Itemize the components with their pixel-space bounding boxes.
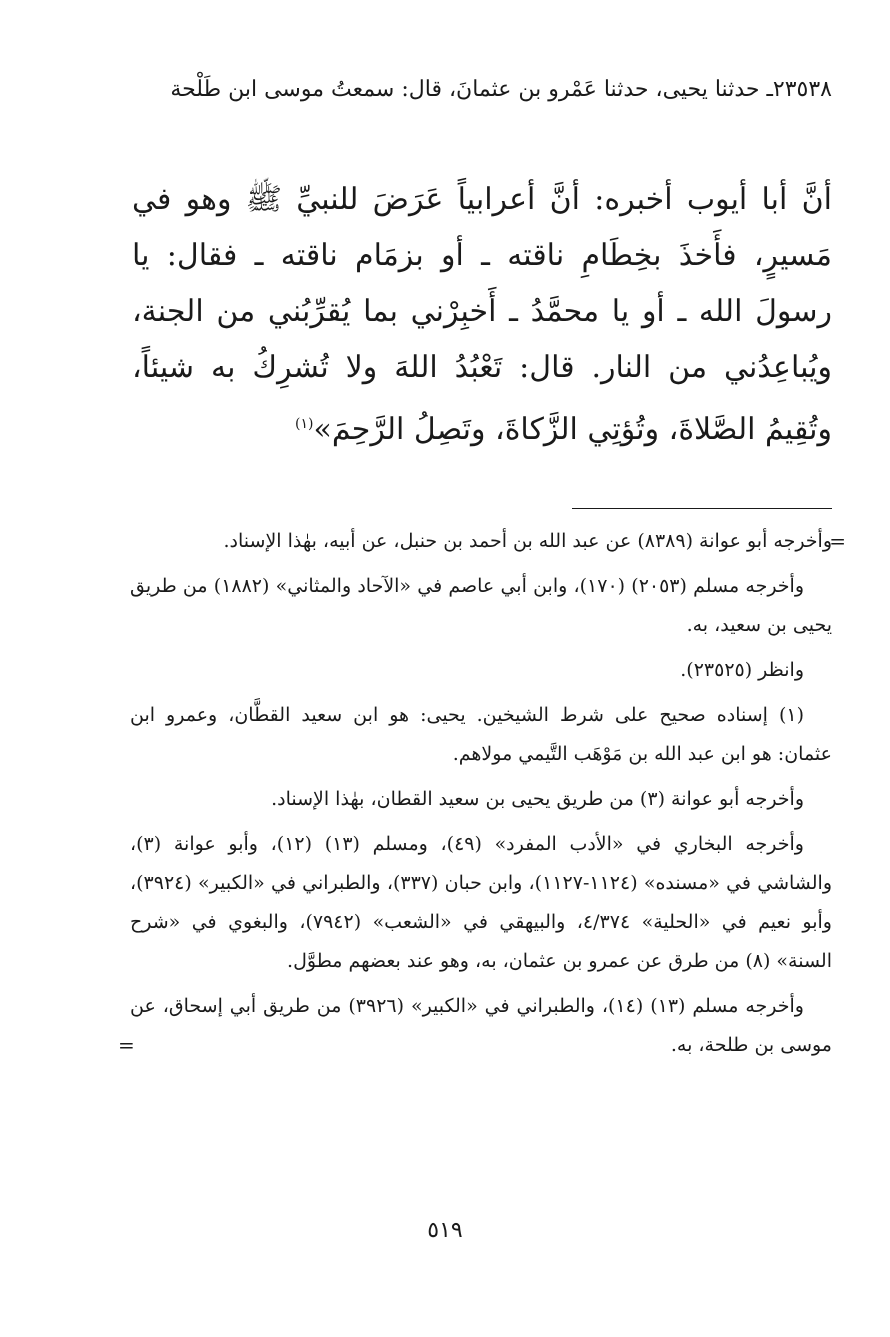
footnote-block: [130, 651, 832, 690]
footnote-paragraph: وأخرجه مسلم (٢٠٥٣) (١٧٠)، وابن أبي عاصم في «الآحاد والمثاني» (١٨٨٢) من طريق يحيى بن سعيد، به.: [130, 575, 832, 636]
footnote-separator: [572, 508, 832, 509]
page-number: ٥١٩: [427, 1218, 463, 1243]
footnote-block: [118, 987, 832, 1065]
footnote-continuation: [130, 522, 846, 561]
footnotes: [118, 522, 846, 1071]
footnote-paragraph: وأخرجه أبو عوانة (٣) من طريق يحيى بن سعيد القطان، بهٰذا الإسناد.: [271, 788, 804, 810]
footnote-paragraph: (١) إسناده صحيح على شرط الشيخين. يحيى: هو ابن سعيد القطَّان، وعمرو ابن عثمان: هو ابن عبد الله بن مَوْهَب التَّيمي مولاهم.: [130, 704, 832, 765]
hadith-text: [132, 172, 832, 458]
hadith-text-content: أنَّ أبا أيوب أخبره: أنَّ أعرابياً عَرَضَ للنبيِّ ﷺ وهو في مَسيرٍ، فأَخذَ بخِطَامِ ناقته ـ أو بزمَام ناقته ـ فقال: يا رسولَ الله ـ أو يا محمَّدُ ـ أَخبِرْني بما يُقرِّبُني من الجنة، ويُباعِدُني من النار. قال: تَعْبُدُ اللهَ ولا تُشرِكُ به شيئاً، وتُقِيمُ الصَّلاةَ، وتُؤتِي الزَّكاةَ، وتَصِلُ الرَّحِمَ»: [132, 182, 832, 447]
footnote-paragraph: وأخرجه أبو عوانة (٨٣٨٩) عن عبد الله بن أحمد بن حنبل، عن أبيه، بهٰذا الإسناد.: [223, 530, 832, 552]
footnote-block: [130, 567, 832, 645]
continuation-mark-start: =: [829, 529, 846, 553]
footnote-paragraph: وأخرجه مسلم (١٣) (١٤)، والطبراني في «الكبير» (٣٩٢٦) من طريق أبي إسحاق، عن موسى بن طلحة، به.: [130, 995, 832, 1056]
footnote-block: [130, 780, 832, 819]
footnote-reference: (١): [295, 416, 314, 432]
continuation-mark-end: =: [118, 1033, 135, 1057]
footnote-1: [130, 696, 832, 774]
footnote-block: [130, 825, 832, 981]
hadith-chain: ٢٣٥٣٨ـ حدثنا يحيى، حدثنا عَمْرو بن عثمانَ، قال: سمعتُ موسى ابن طَلْحة: [170, 77, 832, 102]
footnote-paragraph: وانظر (٢٣٥٢٥).: [680, 659, 804, 681]
footnote-paragraph: وأخرجه البخاري في «الأدب المفرد» (٤٩)، ومسلم (١٣) (١٢)، وأبو عوانة (٣)، والشاشي في «مسنده» (١١٢٤-١١٢٧)، وابن حبان (٣٣٧)، والطبراني في «الكبير» (٣٩٢٤)، وأبو نعيم في «الحلية» ٤/٣٧٤، والبيهقي في «الشعب» (٧٩٤٢)، والبغوي في «شرح السنة» (٨) من طرق عن عمرو بن عثمان، به، وهو عند بعضهم مطوَّل.: [130, 833, 832, 972]
